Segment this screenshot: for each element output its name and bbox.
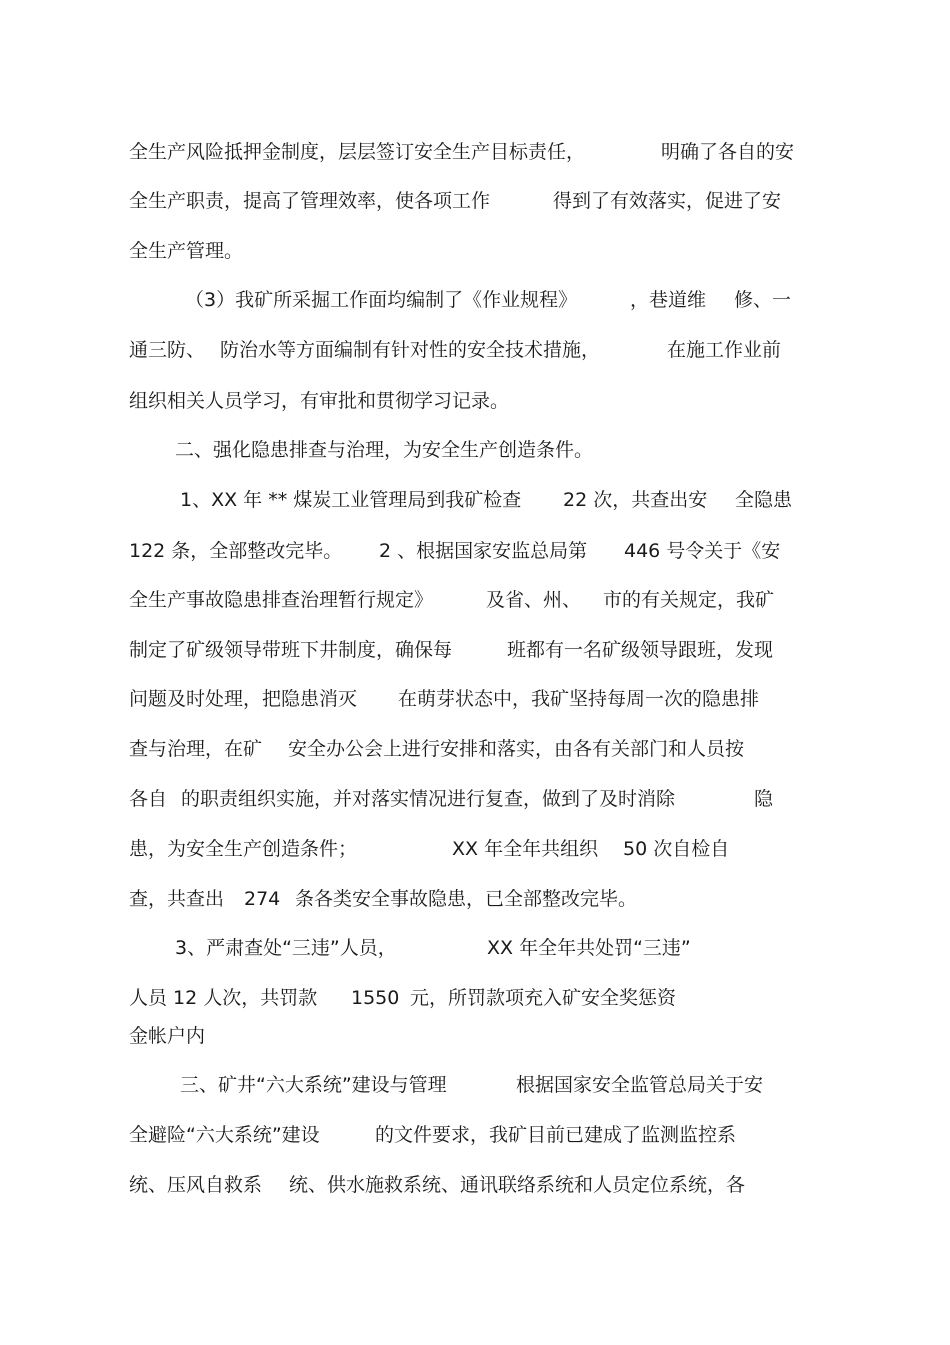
text-line (0, 236, 950, 266)
text-segment: 全生产职责，提高了管理效率，使各项工作 (129, 190, 491, 212)
text-segment: 各自 (129, 788, 168, 810)
text-segment: 通三防、 (129, 339, 206, 361)
text-segment: 根据国家安全监管总局关于安 (516, 1074, 764, 1096)
text-segment: 全生产事故隐患排查治理暂行规定》 (129, 589, 434, 611)
text-segment: 元，所罚款项充入矿安全奖惩资 (410, 987, 677, 1009)
text-line (0, 834, 950, 864)
text-segment: 全生产风险抵押金制度，层层签订安全生产目标责任， (129, 141, 586, 163)
text-line (0, 435, 950, 465)
text-line (0, 335, 950, 365)
text-segment: 全避险“六大系统”建设 (129, 1124, 320, 1146)
text-segment: 全隐患 (735, 489, 793, 511)
text-segment: （3）我矿所采掘工作面均编制了《作业规程》 (185, 289, 578, 311)
text-segment: XX 年全年共处罚“三违” (487, 937, 691, 959)
text-line (0, 983, 950, 1013)
text-line (0, 635, 950, 665)
text-line (0, 1120, 950, 1150)
text-segment: 查与治理，在矿 (129, 738, 263, 760)
text-segment: 制定了矿级领导带班下井制度，确保每 (129, 639, 453, 661)
text-segment: 组织相关人员学习，有审批和贯彻学习记录。 (129, 390, 510, 412)
text-segment: 明确了各自的安 (661, 141, 795, 163)
text-segment: 市的有关规定，我矿 (603, 589, 775, 611)
text-line (0, 933, 950, 963)
text-segment: 条各类安全事故隐患，已全部整改完毕。 (295, 888, 638, 910)
text-segment: 问题及时处理，把隐患消灭 (129, 688, 358, 710)
text-segment: 查，共查出 (129, 888, 225, 910)
text-line (0, 285, 950, 315)
text-segment: 1550 (351, 987, 400, 1009)
text-line (0, 884, 950, 914)
text-segment: 2 、根据国家安监总局第 (379, 540, 588, 562)
text-segment: 在萌芽状态中，我矿坚持每周一次的隐患排 (398, 688, 760, 710)
text-line (0, 784, 950, 814)
text-segment: 22 次，共查出安 (563, 489, 708, 511)
text-segment: 及省、州、 (486, 589, 582, 611)
text-segment: 的职责组织实施，并对落实情况进行复查，做到了及时消除 (181, 788, 676, 810)
text-segment: 患，为安全生产创造条件； (129, 838, 358, 860)
text-segment: 隐 (754, 788, 774, 810)
text-segment: 3、严肃查处“三违”人员， (175, 937, 397, 959)
text-segment: 全生产管理。 (129, 240, 244, 262)
text-line (0, 585, 950, 615)
text-line (0, 734, 950, 764)
text-line (0, 386, 950, 416)
text-line (0, 684, 950, 714)
text-line (0, 485, 950, 515)
text-line (0, 1070, 950, 1100)
text-line (0, 137, 950, 167)
text-segment: 金帐户内 (129, 1025, 206, 1047)
text-segment: 统、压风自救系 (129, 1174, 263, 1196)
text-segment: 122 条，全部整改完毕。 (129, 540, 343, 562)
text-segment: 1、XX 年 ** 煤炭工业管理局到我矿检查 (180, 489, 522, 511)
text-segment: 修、一 (734, 289, 792, 311)
text-segment: 的文件要求，我矿目前已建成了监测监控系 (375, 1124, 737, 1146)
text-segment: 人员 12 人次，共罚款 (129, 987, 318, 1009)
text-segment: 安全办公会上进行安排和落实，由各有关部门和人员按 (288, 738, 745, 760)
text-segment: 统、供水施救系统、通讯联络系统和人员定位系统，各 (289, 1174, 746, 1196)
text-segment: 50 次自检自 (623, 838, 730, 860)
text-segment: 防治水等方面编制有针对性的安全技术措施， (220, 339, 601, 361)
text-line (0, 1021, 950, 1051)
text-segment: 274 (244, 888, 281, 910)
text-segment: 在施工作业前 (667, 339, 782, 361)
text-segment: 446 号令关于《安 (624, 540, 781, 562)
text-segment: 得到了有效落实，促进了安 (553, 190, 782, 212)
text-line (0, 536, 950, 566)
section-heading: 三、矿井“六大系统”建设与管理 (180, 1074, 447, 1096)
text-segment: XX 年全年共组织 (452, 838, 599, 860)
section-heading: 二、强化隐患排查与治理，为安全生产创造条件。 (175, 439, 594, 461)
text-line (0, 1170, 950, 1200)
text-segment: 班都有一名矿级领导跟班，发现 (507, 639, 774, 661)
text-line (0, 186, 950, 216)
text-segment: ，巷道维 (630, 289, 707, 311)
